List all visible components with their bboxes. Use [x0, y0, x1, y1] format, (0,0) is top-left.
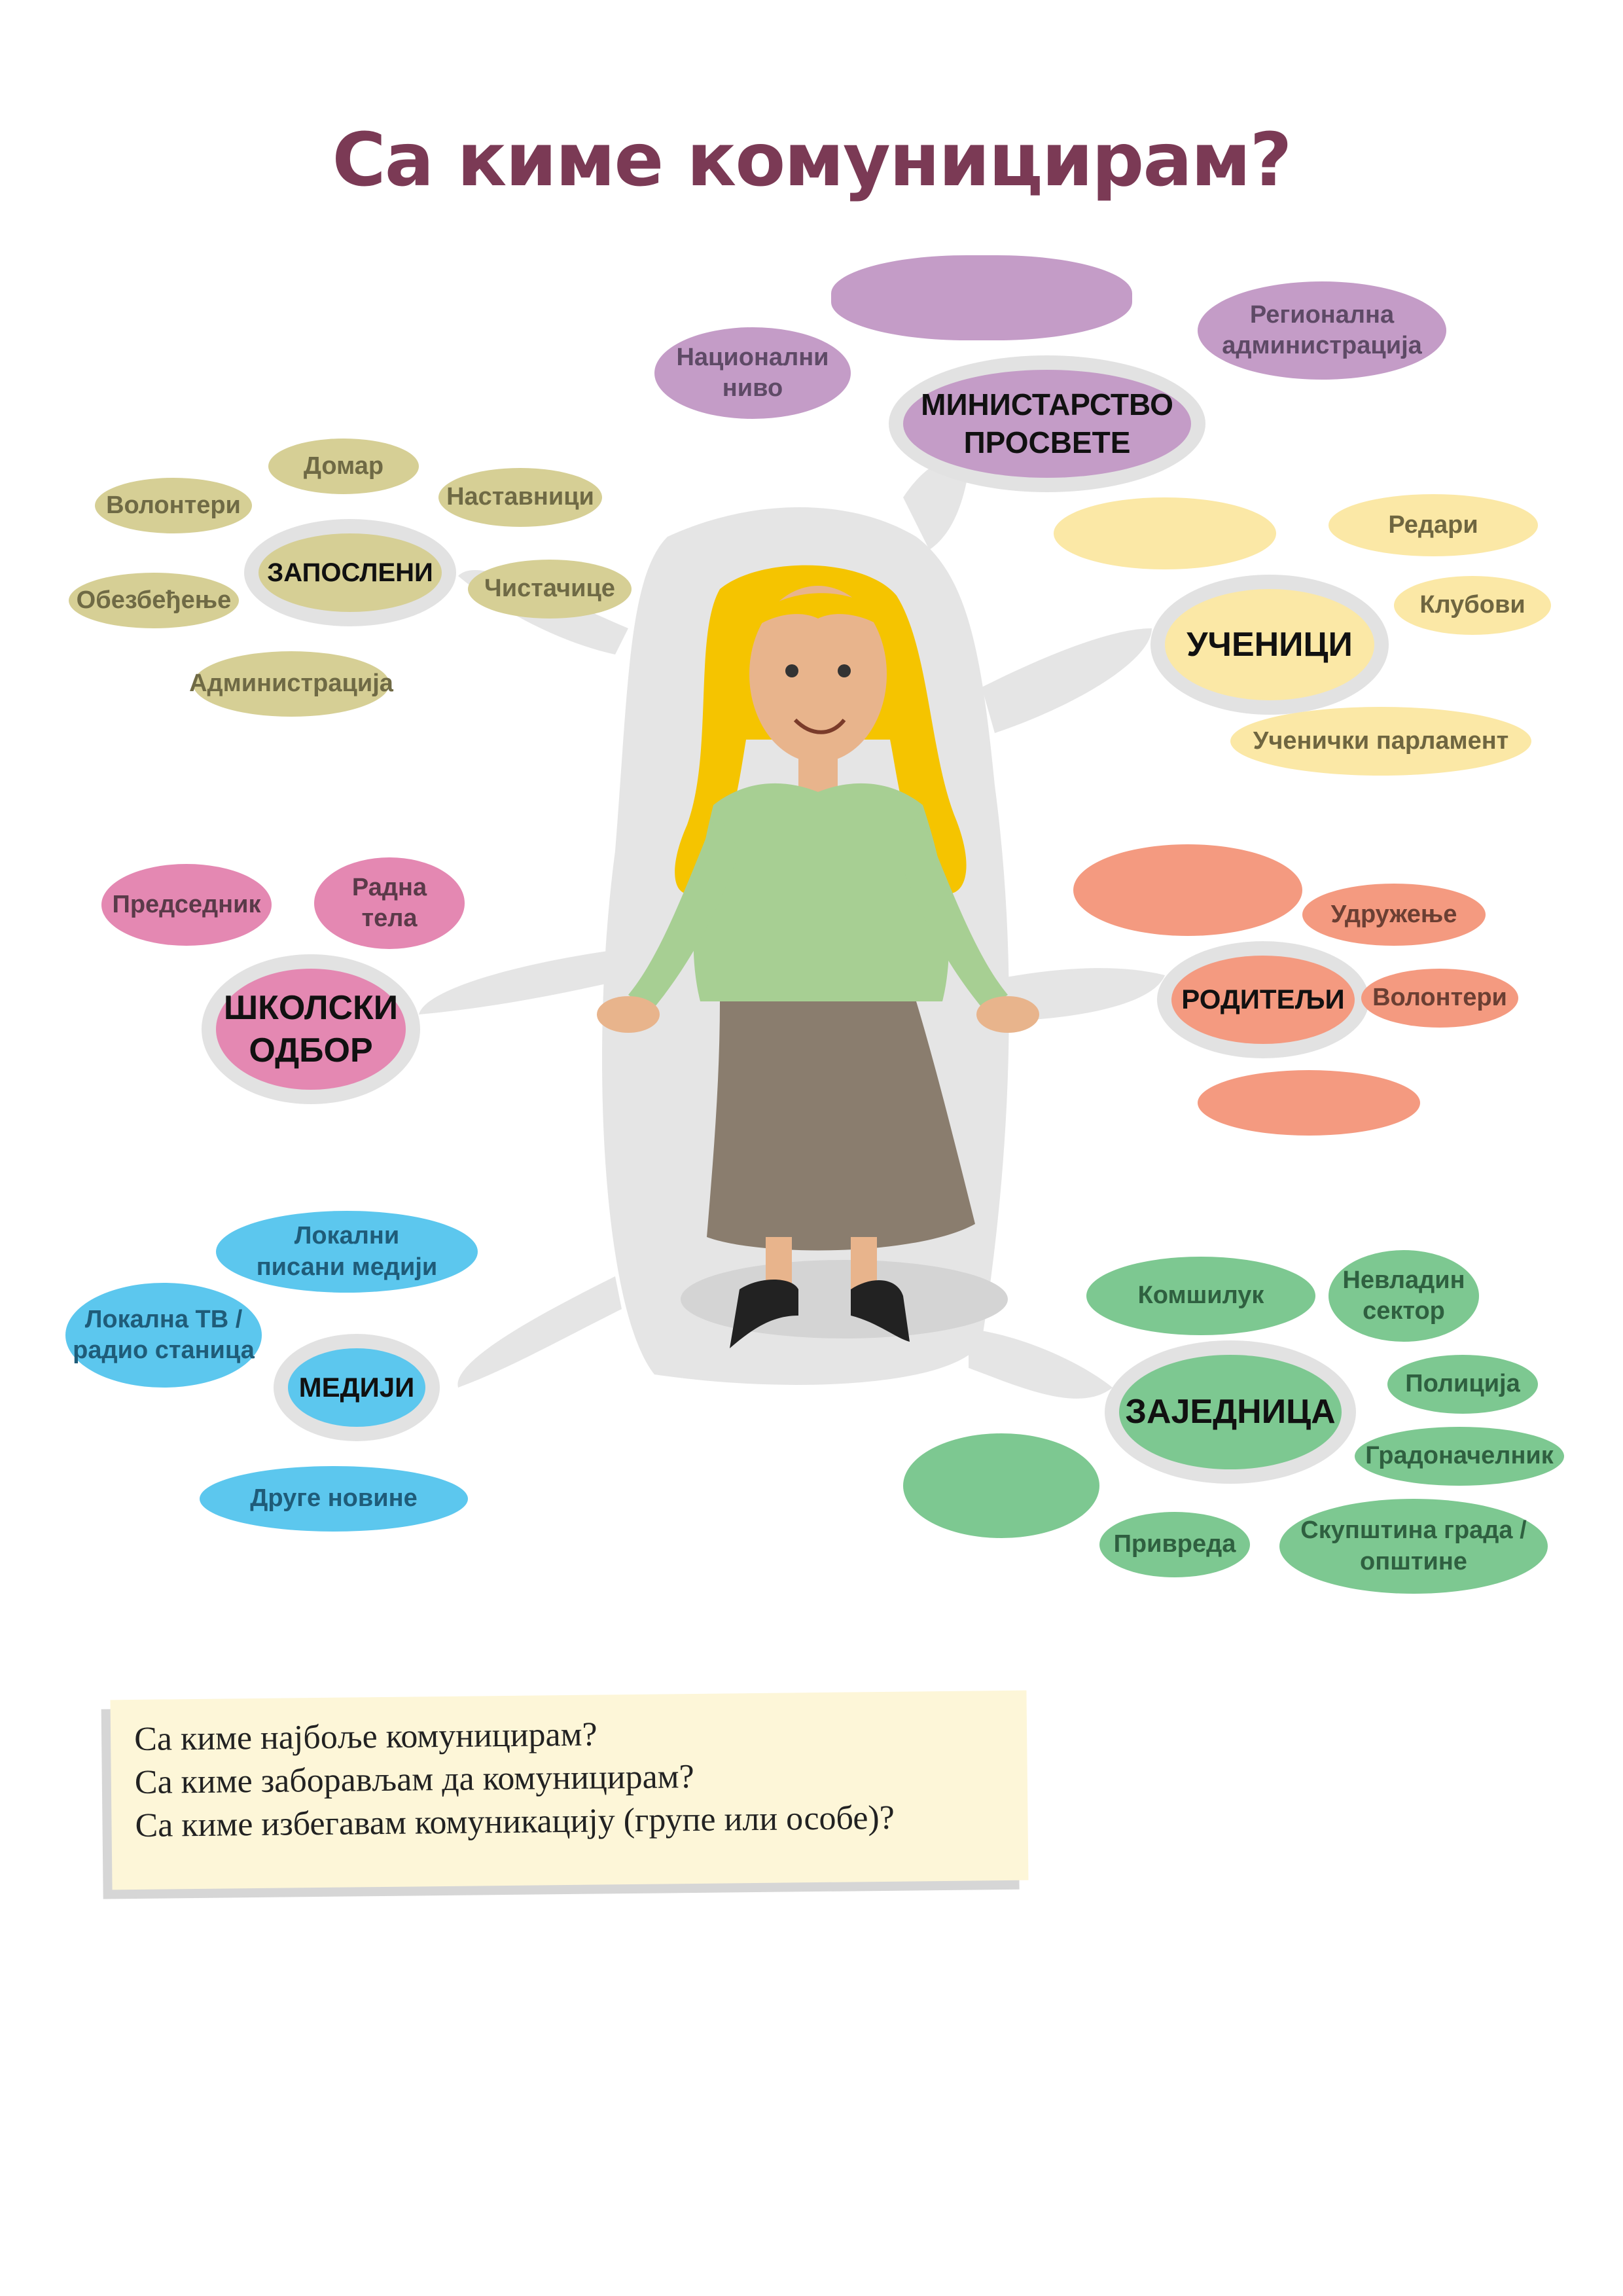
students-blank-bubble — [1054, 497, 1276, 569]
media-local-print: Локални писани медији — [216, 1211, 478, 1293]
community-blank-bubble — [903, 1433, 1099, 1538]
board-president: Председник — [101, 864, 272, 946]
staff-cleaners: Чистачице — [468, 560, 632, 619]
ministry-regional-admin — [1198, 281, 1446, 380]
hub-community — [1119, 1355, 1342, 1469]
staff-security: Обезбеђење — [69, 573, 239, 628]
hub-parents-label: РОДИТЕЉИ — [1181, 984, 1345, 1015]
hub-media — [288, 1348, 425, 1427]
community-city-assembly: Скупштина града / општине — [1279, 1499, 1548, 1594]
hub-ministry-label: МИНИСТАРСТВО ПРОСВЕТЕ — [921, 387, 1173, 459]
students-monitors: Редари — [1329, 494, 1538, 556]
hub-community-label: ЗАЈЕДНИЦА — [1125, 1393, 1336, 1431]
parents-blank-bubble-top — [1073, 844, 1302, 936]
question-1: Са киме најбоље комуницирам? — [134, 1715, 597, 1758]
staff-teachers: Наставници — [438, 468, 602, 527]
community-neighborhood: Комшилук — [1086, 1257, 1315, 1335]
ministry-blank-bubble — [831, 255, 1132, 340]
community-police: Полиција — [1387, 1355, 1538, 1414]
leaf-label: Национални ниво — [676, 343, 829, 402]
leaf-label: Регионална администрација — [1222, 300, 1422, 359]
hub-school-board-label: ШКОЛСКИ ОДБОР — [223, 988, 399, 1069]
page-title: Са киме комуницирам? — [332, 118, 1291, 203]
parents-association: Удружење — [1302, 884, 1486, 946]
staff-administration: Администрација — [193, 651, 389, 717]
community-economy: Привреда — [1099, 1512, 1250, 1577]
teacher-figure — [589, 543, 1047, 1394]
parents-volunteers: Волонтери — [1361, 969, 1518, 1028]
ministry-national-level — [654, 327, 851, 419]
parents-blank-bubble-bottom — [1198, 1070, 1420, 1136]
staff-janitor: Домар — [268, 439, 419, 494]
community-mayor: Градоначелник — [1355, 1427, 1564, 1486]
students-parliament: Ученички парламент — [1230, 707, 1531, 776]
question-2: Са киме заборављам да комуницирам? — [134, 1758, 694, 1801]
staff-volunteers: Волонтери — [95, 478, 252, 533]
hub-students-label: УЧЕНИЦИ — [1186, 625, 1353, 664]
hub-staff-label: ЗАПОСЛЕНИ — [267, 558, 433, 587]
hub-parents — [1171, 956, 1355, 1044]
media-local-tv-radio: Локална ТВ / радио станица — [65, 1283, 262, 1388]
students-clubs: Клубови — [1394, 576, 1551, 635]
hub-staff — [259, 533, 442, 612]
hub-media-label: МЕДИЈИ — [298, 1371, 415, 1403]
question-3: Са киме избегавам комуникацију (групе или особе)? — [135, 1799, 895, 1844]
reflection-questions-box — [111, 1691, 1029, 1890]
board-working-bodies: Радна тела — [314, 857, 465, 949]
hub-students — [1165, 589, 1374, 700]
hub-school-board — [216, 969, 406, 1090]
hub-ministry — [903, 370, 1191, 478]
media-other-newspapers: Друге новине — [200, 1466, 468, 1532]
community-ngo-sector: Невладин сектор — [1329, 1250, 1479, 1342]
